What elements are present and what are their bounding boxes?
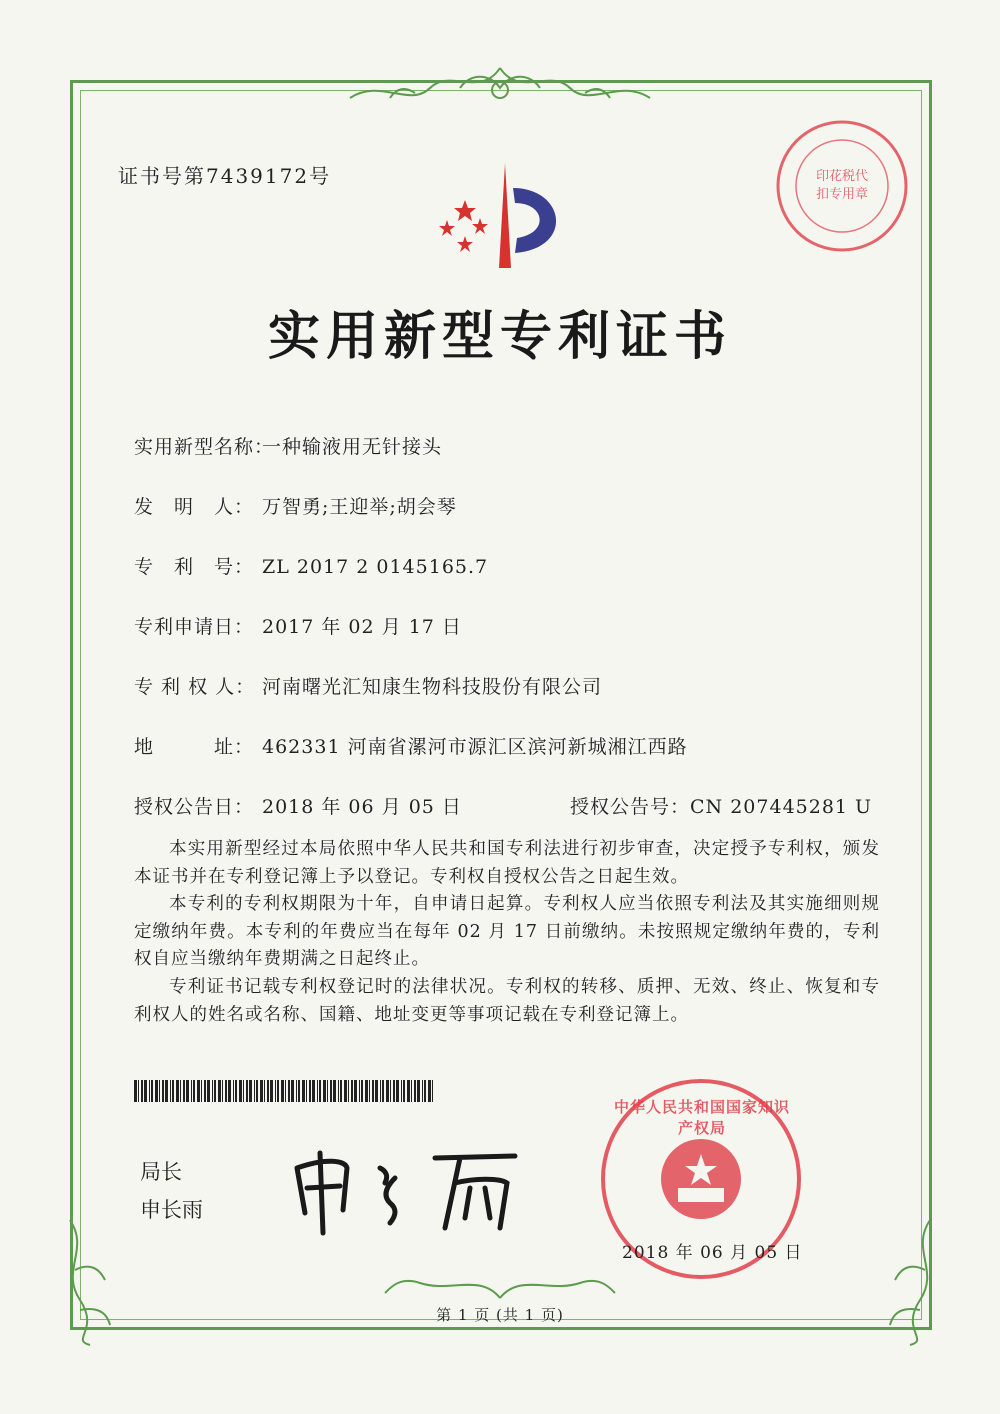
paragraph-2: 本专利的专利权期限为十年，自申请日起算。专利权人应当依照专利法及其实施细则规定缴纳年费。本专利的年费应当在每年 02 月 17 日前缴纳。未按照规定缴纳年费的，专利权自应当缴纳年费期满之日起终止。 [134, 894, 880, 969]
field-value: 河南曙光汇知康生物科技股份有限公司 [262, 676, 603, 698]
field-row-address [134, 732, 688, 759]
seal-date: 2018 年 06 月 05 日 [622, 1243, 803, 1263]
publication-label: 授权公告号： [570, 796, 691, 818]
field-value: ZL 2017 2 0145165.7 [262, 556, 489, 578]
bottom-left-ornament-icon [50, 1210, 140, 1350]
page-number: 第 1 页 (共 1 页) [436, 1306, 564, 1324]
field-label: 授权公告日： [134, 796, 255, 818]
bottom-ornament-icon [380, 1268, 620, 1308]
certificate-number: 证书号第7439172号 [118, 164, 332, 188]
official-seal-text: 中华人民共和国国家知识产权局 [613, 1098, 790, 1137]
handwritten-signature-icon [285, 1138, 535, 1238]
field-value: 2017 年 02 月 17 日 [262, 616, 462, 638]
field-label: 地 址： [134, 736, 255, 758]
barcode-icon [134, 1080, 434, 1102]
publication-number-row [570, 792, 872, 819]
field-label: 发 明 人： [134, 496, 255, 518]
field-value: 一种输液用无针接头 [262, 436, 443, 458]
bottom-right-ornament-icon [860, 1210, 950, 1350]
field-value: 万智勇;王迎举;胡会琴 [262, 496, 457, 518]
field-label: 专 利 号： [134, 556, 255, 578]
paragraph-3: 专利证书记载专利权登记时的法律状况。专利权的转移、质押、无效、终止、恢复和专利权人的姓名或名称、国籍、地址变更等事项记载在专利登记簿上。 [134, 977, 880, 1025]
certificate-title: 实用新型专利证书 [267, 306, 732, 367]
field-label: 实用新型名称： [134, 436, 275, 458]
field-value: 462331 河南省漯河市源汇区滨河新城湘江西路 [262, 736, 688, 758]
patent-office-logo-icon [425, 158, 585, 278]
tax-seal-text: 印花税代扣专用章 [815, 169, 868, 202]
field-row-name [134, 432, 442, 459]
signer-title: 局长 [140, 1160, 182, 1184]
field-row-filing-date [134, 612, 462, 639]
field-row-patentee [134, 672, 602, 699]
paragraph-1: 本实用新型经过本局依照中华人民共和国专利法进行初步审查，决定授予专利权，颁发本证书并在专利登记簿上予以登记。专利权自授权公告之日起生效。 [134, 839, 880, 887]
field-row-inventors [134, 492, 457, 519]
field-value: 2018 年 06 月 05 日 [262, 796, 462, 818]
field-row-patent-number [134, 552, 488, 579]
signer-name: 申长雨 [140, 1198, 203, 1222]
field-label: 专 利 权 人： [134, 676, 256, 698]
field-label: 专利申请日： [134, 616, 255, 638]
publication-value: CN 207445281 U [690, 796, 873, 818]
field-row-grant-date [134, 792, 462, 819]
top-ornament-icon [330, 58, 670, 118]
